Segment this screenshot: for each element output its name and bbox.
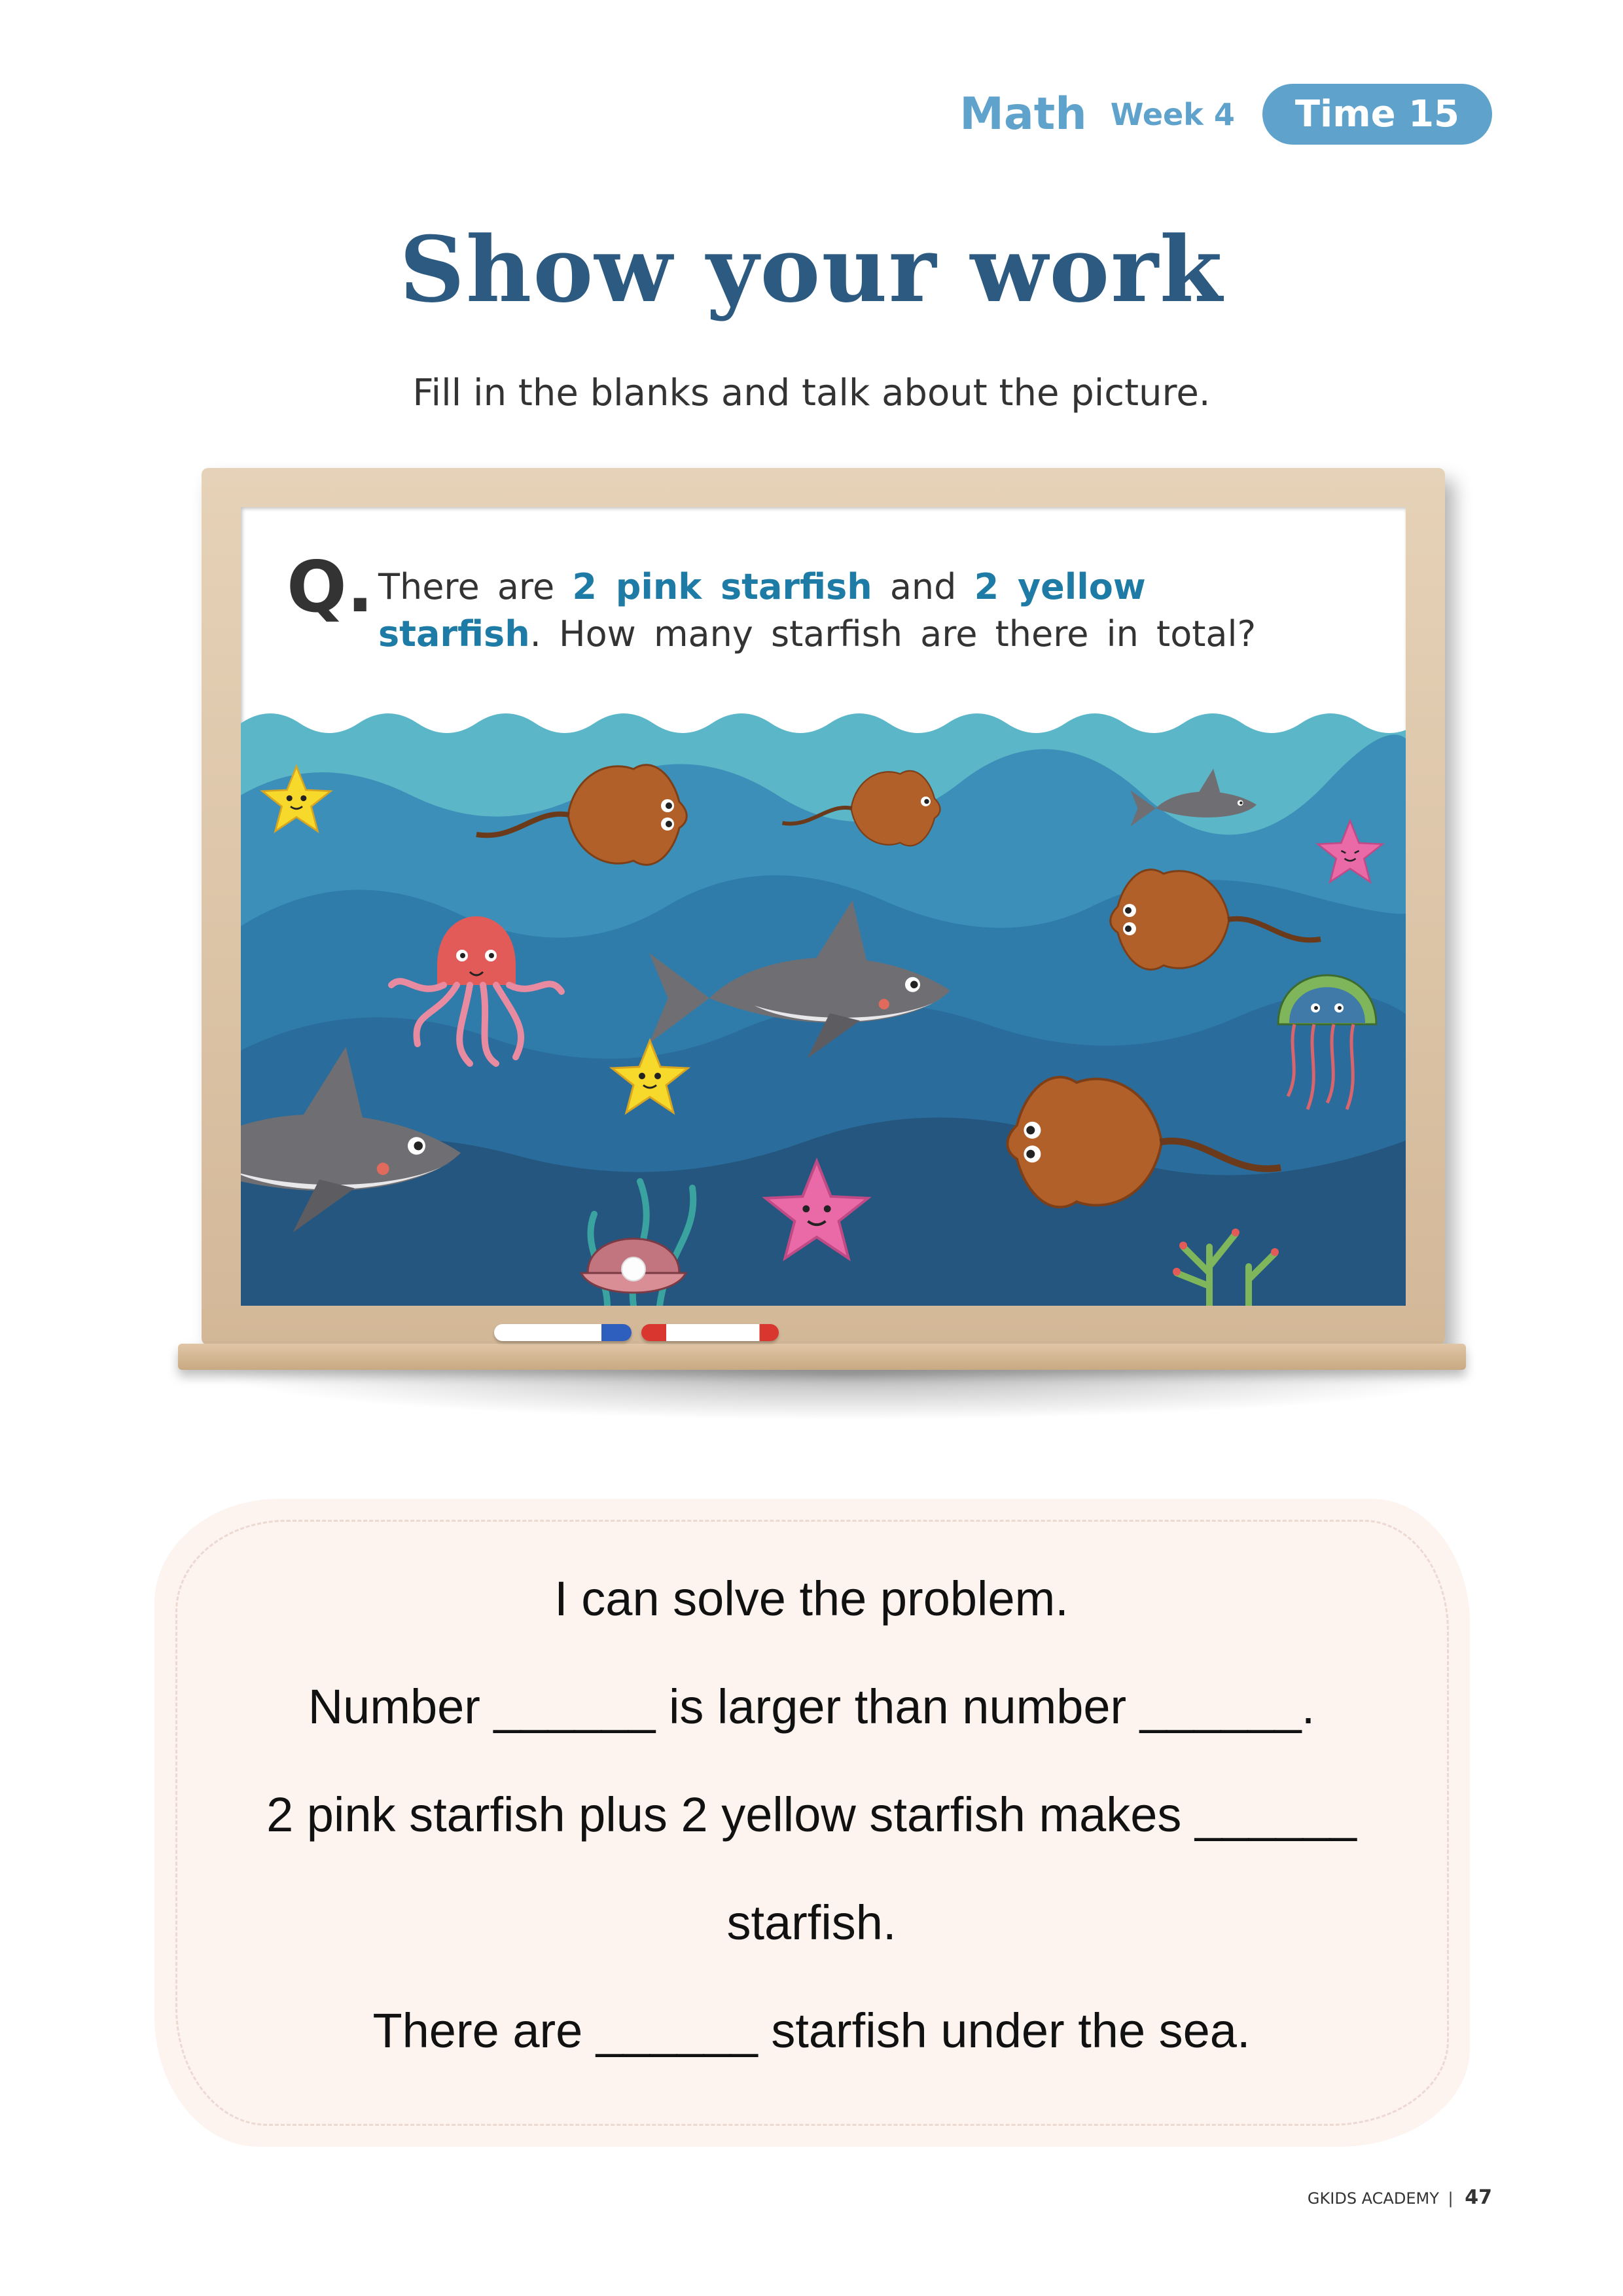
question-highlight-yellow: 2 yellow [974,566,1146,607]
question-marker: Q. [287,547,374,628]
question-text: . How many starfish are there in total? [529,613,1257,655]
blue-marker-icon [494,1324,632,1341]
answer-line-5: There are ______ starfish under the sea. [372,2003,1251,2058]
answer-line-4: starfish. [726,1895,897,1950]
time-badge: Time 15 [1262,84,1492,145]
page-title: Show your work [399,216,1224,323]
question-line-2 [378,613,1256,655]
subject-label: Math [959,88,1087,140]
question-text: There are [378,566,573,607]
question-highlight-pink: 2 pink starfish [572,566,872,607]
whiteboard-surface [241,507,1406,1306]
footer-separator: | [1448,2189,1454,2208]
header-tags [959,84,1492,145]
answer-line-3: 2 pink starfish plus 2 yellow starfish makes ______ [266,1787,1357,1842]
instruction-text: Fill in the blanks and talk about the picture. [412,372,1211,414]
page-number: 47 [1465,2186,1492,2209]
ocean-scene [241,710,1406,1306]
question-line-1 [378,566,1146,607]
red-marker-icon [641,1324,779,1341]
question-text: and [872,566,974,607]
whiteboard [202,468,1445,1345]
footer-brand: GKIDS ACADEMY [1307,2189,1439,2208]
footer [1308,2186,1492,2209]
question-highlight-starfish: starfish [378,613,530,655]
week-label: Week 4 [1110,96,1235,132]
answer-line-2: Number ______ is larger than number ______. [308,1679,1315,1734]
answer-line-1: I can solve the problem. [554,1571,1069,1626]
whiteboard-ledge [178,1344,1466,1370]
